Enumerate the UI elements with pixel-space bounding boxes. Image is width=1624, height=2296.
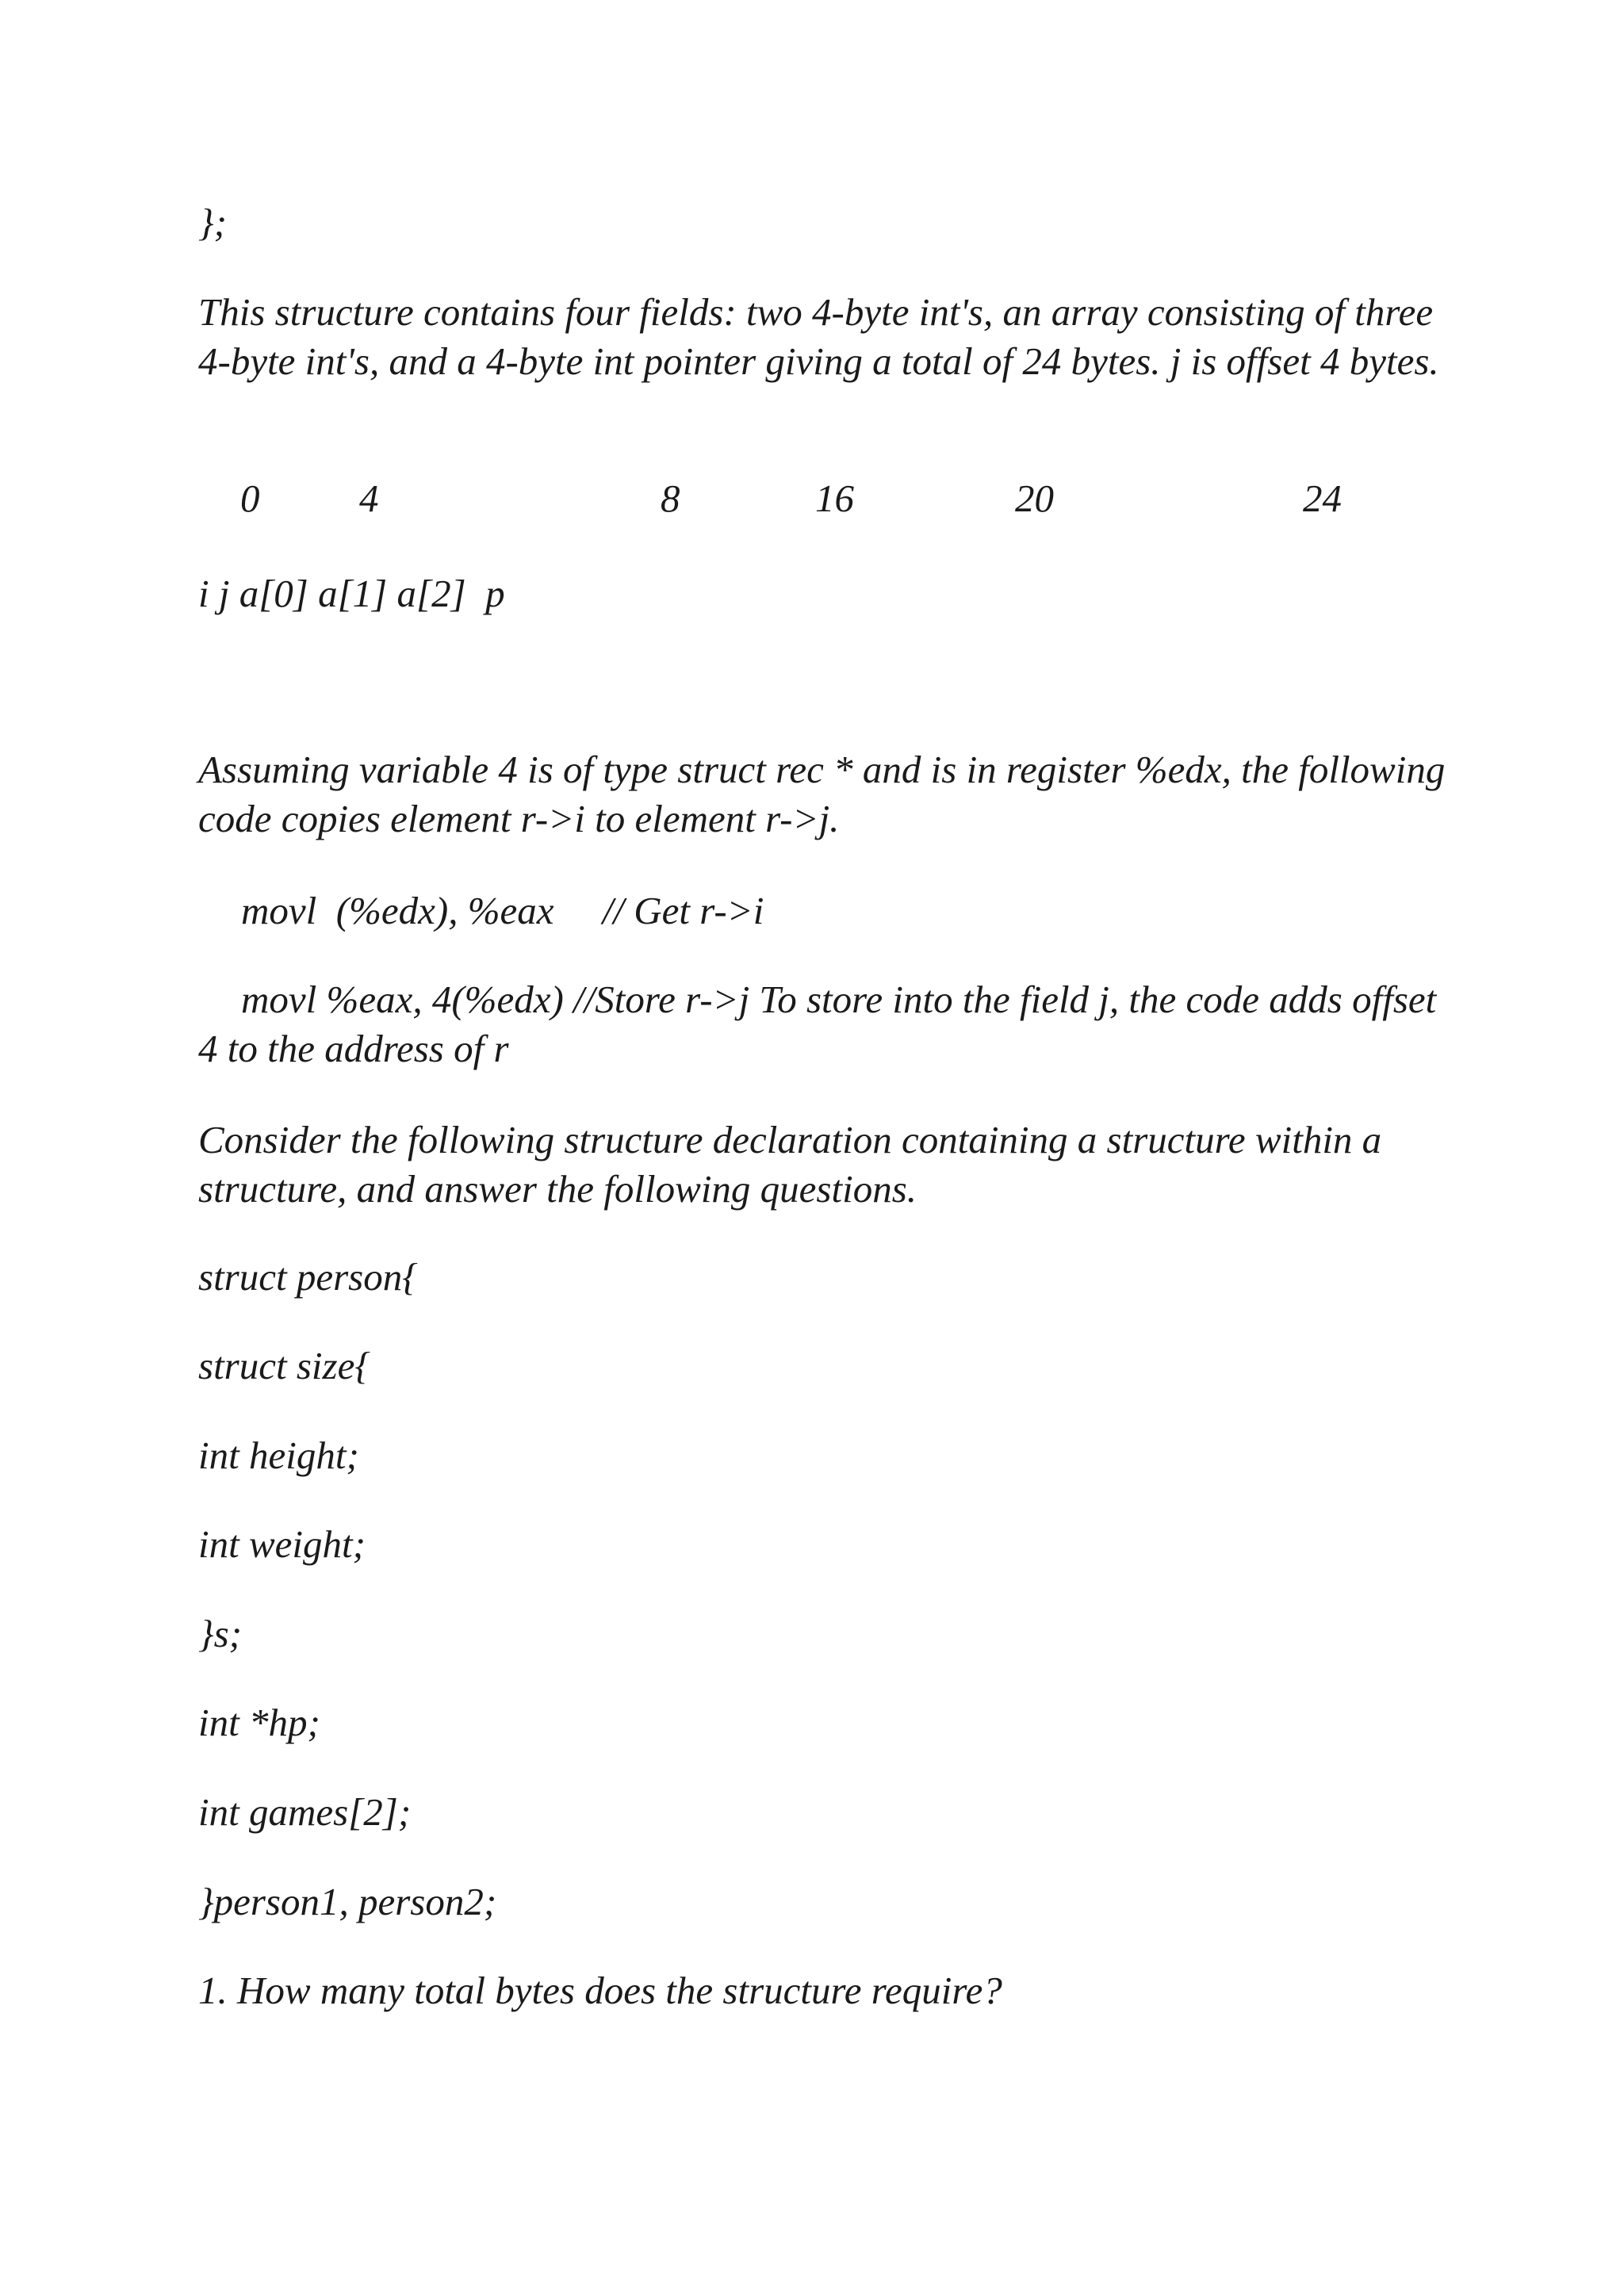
code-close-s: }s; [198,1612,242,1655]
structure-description-paragraph: This structure contains four fields: two 4-byte int's, an array consisting of three 4-byte int's, and a 4-byte int pointer giving a total of 24 bytes. j is offset 4 bytes. [198,290,1439,383]
question-1: 1. How many total bytes does the structure require? [198,1969,1002,2012]
code-int-weight: int weight; [198,1522,366,1566]
assuming-paragraph: Assuming variable 4 is of type struct rec * and is in register %edx, the following code copies element r->i to element r->j. [198,748,1446,840]
code-int-games: int games[2]; [198,1790,412,1834]
code-int-hp: int *hp; [198,1701,320,1744]
code-struct-person: struct person{ [198,1255,418,1299]
field-layout-line: i j a[0] a[1] a[2] p [198,572,505,615]
code-int-height: int height; [198,1433,359,1477]
closing-brace-line: }; [198,201,227,244]
code-movl-store-paragraph: movl %eax, 4(%edx) //Store r->j To store into the field j, the code adds offset 4 to the address of r [198,978,1437,1070]
offset-label: 20 [1015,476,1054,520]
offset-label: 8 [661,476,680,520]
code-close-person: }person1, person2; [198,1880,497,1923]
offset-label: 4 [359,476,379,520]
offset-label: 0 [240,476,260,520]
code-movl-get: movl (%edx), %eax // Get r->i [241,889,764,932]
consider-paragraph: Consider the following structure declaration containing a structure within a structure, and answer the following questions. [198,1118,1382,1211]
code-struct-size: struct size{ [198,1344,370,1387]
offset-label: 16 [815,476,854,520]
offset-label: 24 [1303,476,1342,520]
